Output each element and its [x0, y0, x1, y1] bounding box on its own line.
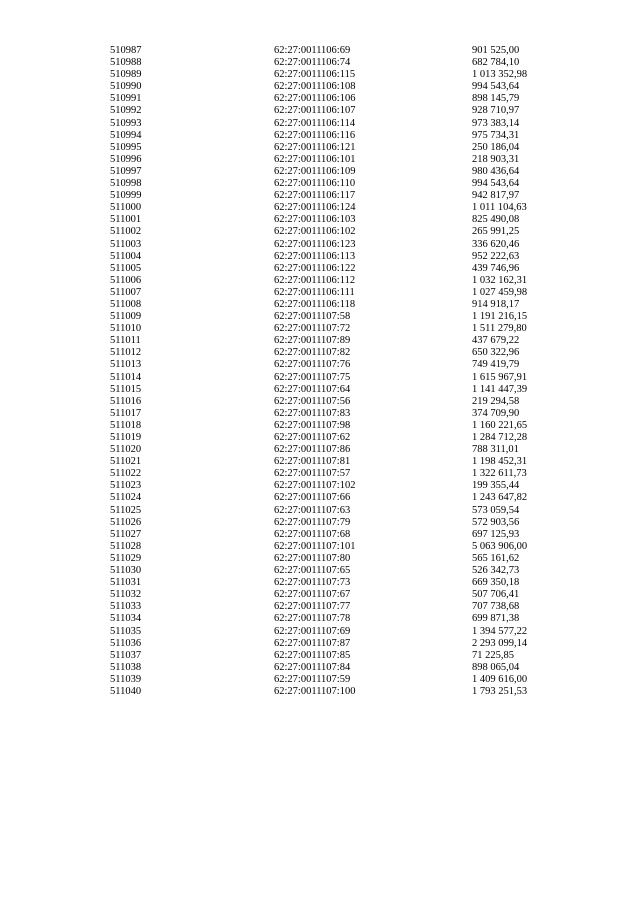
cadastral-value: 699 871,38: [472, 613, 520, 625]
table-row: [0, 384, 640, 396]
table-row: [0, 686, 640, 698]
cadastral-value: 565 161,62: [472, 552, 520, 564]
cadastral-value: 669 350,18: [472, 577, 520, 589]
cadastral-number: 62:27:0011107:67: [274, 589, 351, 601]
row-number: 511024: [110, 492, 142, 504]
cadastral-number: 62:27:0011107:83: [274, 407, 351, 419]
table-row: [0, 263, 640, 275]
cadastral-number: 62:27:0011106:108: [274, 81, 356, 93]
row-number: 511029: [110, 552, 142, 564]
row-number: 511034: [110, 613, 142, 625]
table-row: [0, 565, 640, 577]
table-row: [0, 178, 640, 190]
cadastral-value: 573 059,54: [472, 504, 520, 516]
row-number: 511006: [110, 274, 142, 286]
row-number: 510989: [110, 69, 142, 81]
cadastral-value: 526 342,73: [472, 565, 520, 577]
cadastral-value: 1 160 221,65: [472, 419, 528, 431]
row-number: 510993: [110, 117, 142, 129]
row-number: 511019: [110, 432, 142, 443]
cadastral-number: 62:27:0011106:121: [274, 141, 356, 153]
cadastral-value: 825 490,08: [472, 214, 520, 226]
table-row: [0, 492, 640, 504]
table-row: [0, 311, 640, 323]
row-number: 511038: [110, 661, 142, 673]
cadastral-number: 62:27:0011107:81: [274, 456, 351, 468]
table-row: [0, 626, 640, 638]
cadastral-value: 994 543,64: [472, 81, 520, 93]
row-number: 511013: [110, 359, 142, 371]
table-row: [0, 359, 640, 371]
cadastral-number: 62:27:0011107:77: [274, 601, 351, 613]
row-number: 511009: [110, 311, 142, 323]
cadastral-value: 682 784,10: [472, 57, 520, 69]
row-number: 511010: [110, 323, 142, 335]
table-row: [0, 226, 640, 238]
row-number: 510992: [110, 105, 142, 117]
table-row: [0, 130, 640, 142]
cadastral-number: 62:27:0011106:69: [274, 45, 351, 56]
table-row: [0, 444, 640, 456]
cadastral-value: 749 419,79: [472, 359, 520, 371]
table-row: [0, 601, 640, 613]
table-row: [0, 613, 640, 625]
table-row: [0, 589, 640, 601]
cadastral-value-table: [0, 45, 640, 698]
cadastral-value: 650 322,96: [472, 347, 520, 359]
cadastral-number: 62:27:0011107:102: [274, 480, 356, 492]
cadastral-number: 62:27:0011107:78: [274, 613, 351, 625]
table-row: [0, 335, 640, 347]
cadastral-value: 942 817,97: [472, 190, 520, 202]
cadastral-number: 62:27:0011106:115: [274, 69, 356, 81]
cadastral-value: 975 734,31: [472, 129, 520, 141]
row-number: 511008: [110, 298, 142, 310]
row-number: 511023: [110, 480, 142, 492]
cadastral-number: 62:27:0011107:85: [274, 649, 351, 661]
cadastral-value: 439 746,96: [472, 262, 520, 274]
table-row: [0, 105, 640, 117]
cadastral-value: 1 615 967,91: [472, 371, 528, 383]
row-number: 511026: [110, 516, 142, 528]
row-number: 511011: [110, 335, 141, 347]
row-number: 510999: [110, 190, 142, 202]
table-row: [0, 118, 640, 130]
table-row: [0, 93, 640, 105]
row-number: 510995: [110, 141, 142, 153]
cadastral-number: 62:27:0011107:64: [274, 383, 351, 395]
cadastral-value: 973 383,14: [472, 117, 520, 129]
cadastral-value: 336 620,46: [472, 238, 520, 250]
cadastral-number: 62:27:0011107:73: [274, 577, 351, 589]
table-row: [0, 420, 640, 432]
cadastral-value: 1 793 251,53: [472, 685, 528, 697]
cadastral-number: 62:27:0011106:101: [274, 153, 356, 165]
cadastral-number: 62:27:0011106:112: [274, 274, 356, 286]
table-row: [0, 674, 640, 686]
table-row: [0, 432, 640, 444]
row-number: 511007: [110, 286, 142, 298]
row-number: 511020: [110, 444, 142, 456]
row-number: 510990: [110, 81, 142, 93]
cadastral-value: 572 903,56: [472, 516, 520, 528]
row-number: 511016: [110, 395, 142, 407]
cadastral-value: 788 311,01: [472, 444, 519, 456]
row-number: 511031: [110, 577, 142, 589]
cadastral-number: 62:27:0011107:57: [274, 468, 351, 480]
table-row: [0, 650, 640, 662]
cadastral-value: 901 525,00: [472, 45, 520, 56]
cadastral-value: 1 191 216,15: [472, 311, 528, 323]
table-row: [0, 577, 640, 589]
row-number: 511018: [110, 419, 142, 431]
cadastral-value: 1 284 712,28: [472, 432, 528, 443]
cadastral-number: 62:27:0011106:113: [274, 250, 356, 262]
row-number: 510988: [110, 57, 142, 69]
row-number: 511027: [110, 528, 142, 540]
table-row: [0, 553, 640, 565]
row-number: 511014: [110, 371, 142, 383]
cadastral-value: 265 991,25: [472, 226, 520, 238]
table-row: [0, 529, 640, 541]
cadastral-number: 62:27:0011106:109: [274, 165, 356, 177]
cadastral-number: 62:27:0011107:63: [274, 504, 351, 516]
cadastral-number: 62:27:0011107:66: [274, 492, 351, 504]
cadastral-number: 62:27:0011107:84: [274, 661, 351, 673]
cadastral-number: 62:27:0011106:123: [274, 238, 356, 250]
cadastral-value: 1 027 459,98: [472, 286, 528, 298]
cadastral-value: 1 032 162,31: [472, 274, 528, 286]
table-row: [0, 396, 640, 408]
cadastral-number: 62:27:0011107:76: [274, 359, 351, 371]
cadastral-number: 62:27:0011107:58: [274, 311, 351, 323]
cadastral-number: 62:27:0011107:68: [274, 528, 351, 540]
cadastral-value: 218 903,31: [472, 153, 520, 165]
table-row: [0, 142, 640, 154]
cadastral-number: 62:27:0011106:116: [274, 129, 356, 141]
table-row: [0, 662, 640, 674]
cadastral-number: 62:27:0011106:102: [274, 226, 356, 238]
row-number: 511000: [110, 202, 142, 214]
row-number: 511012: [110, 347, 142, 359]
table-row: [0, 239, 640, 251]
row-number: 511017: [110, 407, 142, 419]
table-row: [0, 166, 640, 178]
cadastral-value: 1 409 616,00: [472, 673, 528, 685]
cadastral-number: 62:27:0011107:62: [274, 432, 351, 443]
cadastral-number: 62:27:0011107:79: [274, 516, 351, 528]
row-number: 510994: [110, 129, 142, 141]
cadastral-value: 1 322 611,73: [472, 468, 527, 480]
row-number: 511037: [110, 649, 142, 661]
table-row: [0, 638, 640, 650]
cadastral-number: 62:27:0011107:98: [274, 419, 351, 431]
table-row: [0, 214, 640, 226]
table-row: [0, 456, 640, 468]
cadastral-number: 62:27:0011107:100: [274, 685, 356, 697]
row-number: 511021: [110, 456, 142, 468]
table-row: [0, 69, 640, 81]
row-number: 511022: [110, 468, 142, 480]
cadastral-value: 928 710,97: [472, 105, 520, 117]
row-number: 511005: [110, 262, 142, 274]
cadastral-number: 62:27:0011106:114: [274, 117, 356, 129]
table-row: [0, 347, 640, 359]
table-row: [0, 517, 640, 529]
cadastral-number: 62:27:0011106:106: [274, 93, 356, 105]
table-row: [0, 81, 640, 93]
table-row: [0, 372, 640, 384]
cadastral-value: 374 709,90: [472, 407, 520, 419]
table-row: [0, 480, 640, 492]
cadastral-value: 5 063 906,00: [472, 540, 528, 552]
row-number: 510997: [110, 165, 142, 177]
cadastral-value: 437 679,22: [472, 335, 520, 347]
cadastral-number: 62:27:0011107:87: [274, 637, 351, 649]
table-row: [0, 323, 640, 335]
row-number: 510996: [110, 153, 142, 165]
table-row: [0, 541, 640, 553]
cadastral-value: 71 225,85: [472, 649, 514, 661]
row-number: 511025: [110, 504, 142, 516]
cadastral-number: 62:27:0011107:86: [274, 444, 351, 456]
table-row: [0, 299, 640, 311]
cadastral-value: 1 198 452,31: [472, 456, 528, 468]
table-row: [0, 202, 640, 214]
row-number: 511036: [110, 637, 142, 649]
cadastral-value: 219 294,58: [472, 395, 520, 407]
cadastral-value: 1 394 577,22: [472, 625, 528, 637]
table-row: [0, 154, 640, 166]
cadastral-value: 1 011 104,63: [472, 202, 527, 214]
cadastral-number: 62:27:0011106:107: [274, 105, 356, 117]
cadastral-value: 1 511 279,80: [472, 323, 527, 335]
cadastral-number: 62:27:0011107:101: [274, 540, 356, 552]
cadastral-number: 62:27:0011107:89: [274, 335, 351, 347]
row-number: 511033: [110, 601, 142, 613]
row-number: 511032: [110, 589, 142, 601]
row-number: 511002: [110, 226, 142, 238]
cadastral-value: 980 436,64: [472, 165, 520, 177]
row-number: 511015: [110, 383, 142, 395]
row-number: 510991: [110, 93, 142, 105]
row-number: 511028: [110, 540, 142, 552]
row-number: 511001: [110, 214, 142, 226]
cadastral-value: 1 141 447,39: [472, 383, 528, 395]
cadastral-number: 62:27:0011107:72: [274, 323, 351, 335]
row-number: 511040: [110, 685, 142, 697]
row-number: 511035: [110, 625, 142, 637]
cadastral-number: 62:27:0011107:80: [274, 552, 351, 564]
cadastral-number: 62:27:0011106:74: [274, 57, 351, 69]
row-number: 511003: [110, 238, 142, 250]
cadastral-number: 62:27:0011107:75: [274, 371, 351, 383]
table-row: [0, 505, 640, 517]
row-number: 510998: [110, 178, 142, 190]
table-row: [0, 275, 640, 287]
cadastral-value: 2 293 099,14: [472, 637, 528, 649]
cadastral-value: 199 355,44: [472, 480, 520, 492]
row-number: 511039: [110, 673, 142, 685]
cadastral-value: 914 918,17: [472, 298, 520, 310]
cadastral-value: 250 186,04: [472, 141, 520, 153]
row-number: 510987: [110, 45, 142, 56]
row-number: 511004: [110, 250, 142, 262]
table-row: [0, 287, 640, 299]
cadastral-number: 62:27:0011106:122: [274, 262, 356, 274]
cadastral-value: 1 013 352,98: [472, 69, 528, 81]
cadastral-value: 707 738,68: [472, 601, 520, 613]
cadastral-number: 62:27:0011107:59: [274, 673, 351, 685]
cadastral-value: 952 222,63: [472, 250, 520, 262]
table-row: [0, 408, 640, 420]
table-row: [0, 190, 640, 202]
cadastral-number: 62:27:0011106:117: [274, 190, 356, 202]
table-row: [0, 45, 640, 57]
cadastral-number: 62:27:0011106:111: [274, 286, 355, 298]
cadastral-number: 62:27:0011107:82: [274, 347, 351, 359]
cadastral-value: 697 125,93: [472, 528, 520, 540]
cadastral-number: 62:27:0011106:124: [274, 202, 356, 214]
cadastral-number: 62:27:0011107:69: [274, 625, 351, 637]
table-row: [0, 251, 640, 263]
cadastral-value: 507 706,41: [472, 589, 520, 601]
table-row: [0, 468, 640, 480]
table-row: [0, 57, 640, 69]
cadastral-number: 62:27:0011107:56: [274, 395, 351, 407]
cadastral-number: 62:27:0011106:118: [274, 298, 356, 310]
cadastral-value: 898 065,04: [472, 661, 520, 673]
cadastral-value: 898 145,79: [472, 93, 520, 105]
cadastral-number: 62:27:0011106:103: [274, 214, 356, 226]
cadastral-number: 62:27:0011106:110: [274, 178, 356, 190]
cadastral-number: 62:27:0011107:65: [274, 565, 351, 577]
cadastral-value: 1 243 647,82: [472, 492, 528, 504]
row-number: 511030: [110, 565, 142, 577]
cadastral-value: 994 543,64: [472, 178, 520, 190]
